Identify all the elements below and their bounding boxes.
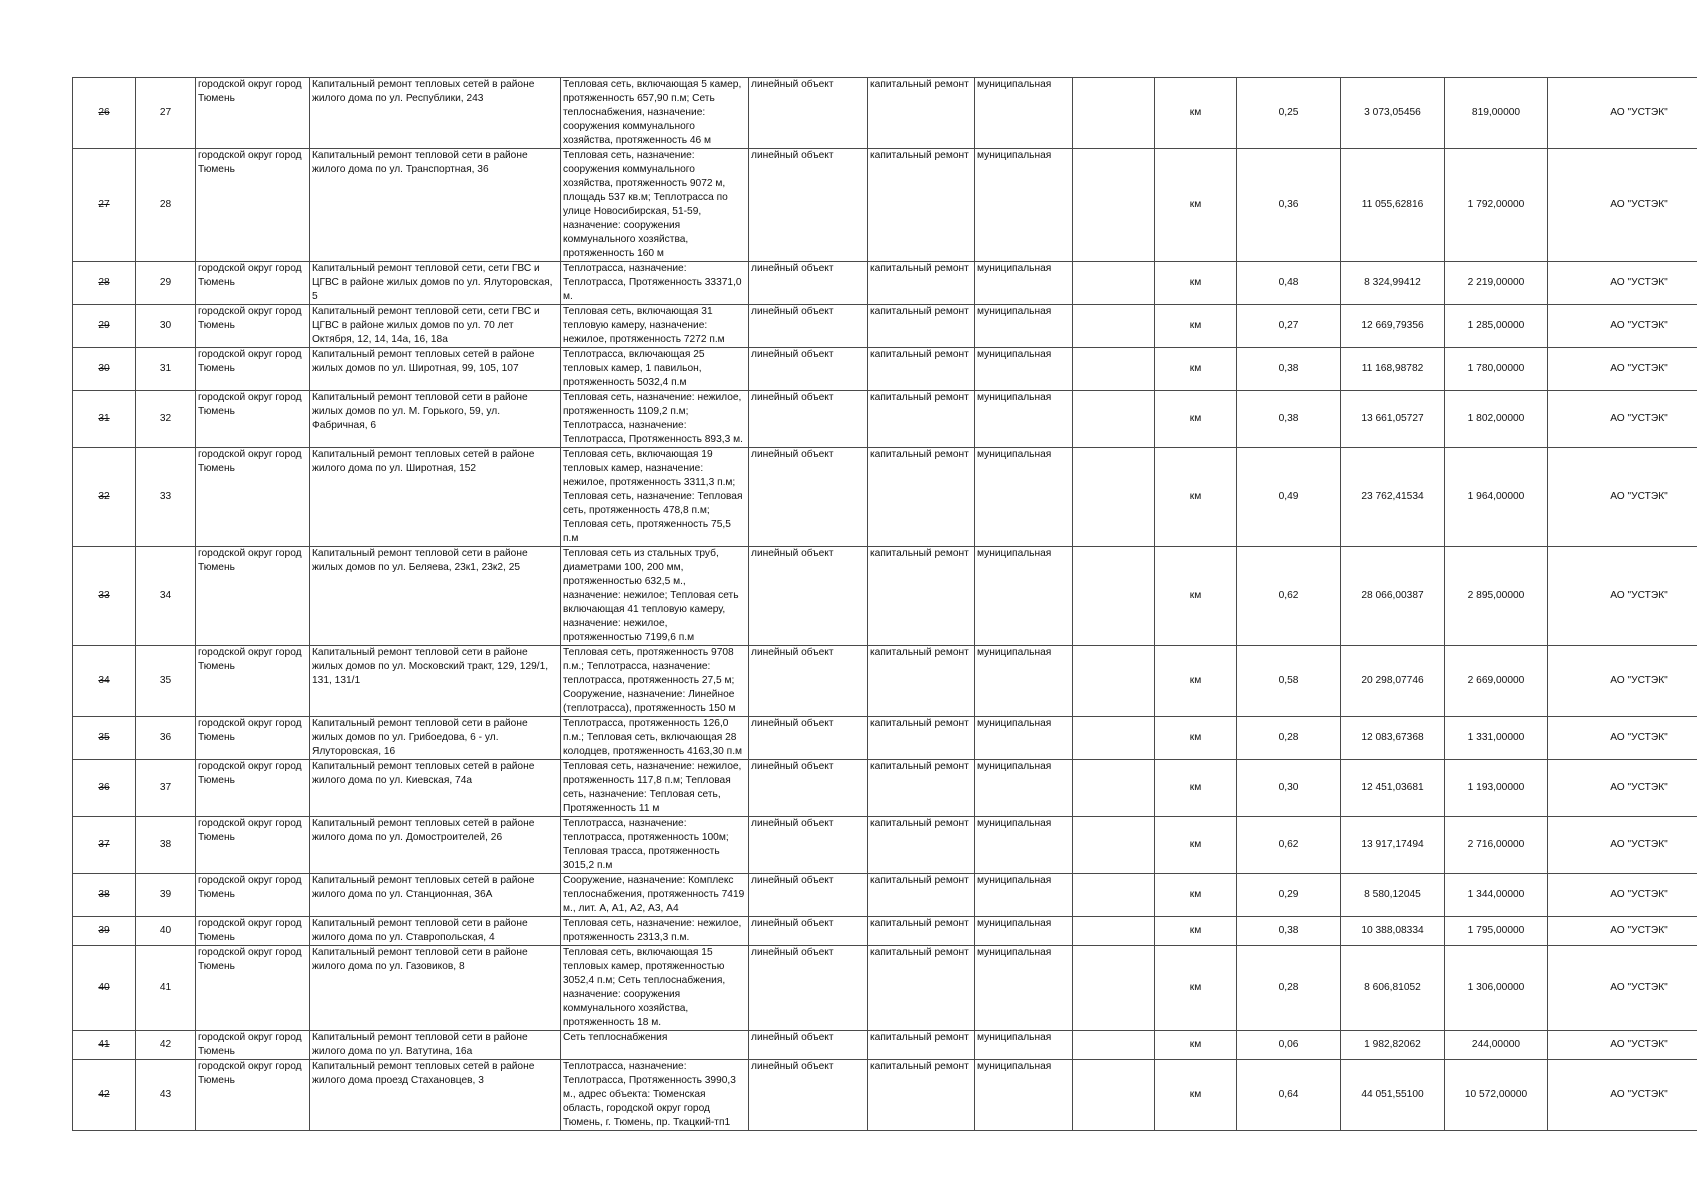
empty-cell: [1073, 1060, 1155, 1131]
empty-cell: [1073, 391, 1155, 448]
municipality-cell: городской округ город Тюмень: [196, 348, 310, 391]
unit-cell: км: [1155, 1031, 1237, 1060]
value-cell: 244,00000: [1445, 1031, 1548, 1060]
unit-cell: км: [1155, 717, 1237, 760]
table-row: [73, 646, 1697, 717]
object-description-cell: Тепловая сеть, назначение: нежилое, протяженность 2313,3 п.м.: [561, 917, 749, 946]
length-cell: 0,64: [1237, 1060, 1341, 1131]
table-row: [73, 946, 1697, 1031]
length-cell: 0,30: [1237, 760, 1341, 817]
object-type-cell: линейный объект: [749, 78, 868, 149]
empty-cell: [1073, 874, 1155, 917]
object-type-cell: линейный объект: [749, 547, 868, 646]
work-name-cell: Капитальный ремонт тепловой сети, сети ГВС и ЦГВС в районе жилых домов по ул. Ялуторовская, 5: [310, 262, 561, 305]
item-number-cell: 33: [136, 448, 196, 547]
work-type-cell: капитальный ремонт: [868, 946, 975, 1031]
organization-cell: АО "УСТЭК": [1548, 946, 1697, 1031]
row-number-cell: 35: [73, 717, 136, 760]
unit-cell: км: [1155, 874, 1237, 917]
organization-cell: АО "УСТЭК": [1548, 817, 1697, 874]
work-name-cell: Капитальный ремонт тепловой сети в районе жилого дома по ул. Газовиков, 8: [310, 946, 561, 1031]
object-description-cell: Сеть теплоснабжения: [561, 1031, 749, 1060]
object-type-cell: линейный объект: [749, 391, 868, 448]
cost-cell: 3 073,05456: [1341, 78, 1445, 149]
object-description-cell: Тепловая сеть, включающая 19 тепловых камер, назначение: нежилое, протяженность 3311,3 п.м; Тепловая сеть, назначение: Тепловая сеть, протяженность 478,8 п.м; Тепловая сеть, протяженность 75,5 п.м: [561, 448, 749, 547]
empty-cell: [1073, 448, 1155, 547]
ownership-cell: муниципальная: [975, 1060, 1073, 1131]
work-type-cell: капитальный ремонт: [868, 305, 975, 348]
table-row: [73, 1060, 1697, 1131]
cost-cell: 20 298,07746: [1341, 646, 1445, 717]
value-cell: 1 802,00000: [1445, 391, 1548, 448]
municipality-cell: городской округ город Тюмень: [196, 760, 310, 817]
cost-cell: 12 451,03681: [1341, 760, 1445, 817]
unit-cell: км: [1155, 348, 1237, 391]
organization-cell: АО "УСТЭК": [1548, 646, 1697, 717]
value-cell: 1 193,00000: [1445, 760, 1548, 817]
work-name-cell: Капитальный ремонт тепловой сети в районе жилого дома по ул. Транспортная, 36: [310, 149, 561, 262]
cost-cell: 12 083,67368: [1341, 717, 1445, 760]
work-name-cell: Капитальный ремонт тепловой сети в районе жилых домов по ул. Грибоедова, 6 - ул. Ялуторовская, 16: [310, 717, 561, 760]
unit-cell: км: [1155, 448, 1237, 547]
organization-cell: АО "УСТЭК": [1548, 391, 1697, 448]
length-cell: 0,28: [1237, 946, 1341, 1031]
item-number-cell: 41: [136, 946, 196, 1031]
table-row: [73, 262, 1697, 305]
item-number-cell: 36: [136, 717, 196, 760]
object-type-cell: линейный объект: [749, 149, 868, 262]
object-type-cell: линейный объект: [749, 874, 868, 917]
table-row: [73, 348, 1697, 391]
row-number-cell: 40: [73, 946, 136, 1031]
municipality-cell: городской округ город Тюмень: [196, 1031, 310, 1060]
work-name-cell: Капитальный ремонт тепловой сети в районе жилых домов по ул. М. Горького, 59, ул. Фабричная, 6: [310, 391, 561, 448]
value-cell: 2 669,00000: [1445, 646, 1548, 717]
cost-cell: 28 066,00387: [1341, 547, 1445, 646]
cost-cell: 10 388,08334: [1341, 917, 1445, 946]
organization-cell: АО "УСТЭК": [1548, 547, 1697, 646]
municipality-cell: городской округ город Тюмень: [196, 78, 310, 149]
unit-cell: км: [1155, 547, 1237, 646]
value-cell: 2 219,00000: [1445, 262, 1548, 305]
row-number-cell: 32: [73, 448, 136, 547]
item-number-cell: 32: [136, 391, 196, 448]
item-number-cell: 42: [136, 1031, 196, 1060]
item-number-cell: 38: [136, 817, 196, 874]
table-row: [73, 78, 1697, 149]
table-row: [73, 391, 1697, 448]
length-cell: 0,49: [1237, 448, 1341, 547]
work-name-cell: Капитальный ремонт тепловой сети в районе жилых домов по ул. Московский тракт, 129, 129/1, 131, 131/1: [310, 646, 561, 717]
cost-cell: 11 055,62816: [1341, 149, 1445, 262]
municipality-cell: городской округ город Тюмень: [196, 547, 310, 646]
object-description-cell: Теплотрасса, включающая 25 тепловых камер, 1 павильон, протяженность 5032,4 п.м: [561, 348, 749, 391]
value-cell: 1 780,00000: [1445, 348, 1548, 391]
work-type-cell: капитальный ремонт: [868, 1060, 975, 1131]
work-name-cell: Капитальный ремонт тепловых сетей в районе жилого дома по ул. Станционная, 36А: [310, 874, 561, 917]
work-type-cell: капитальный ремонт: [868, 448, 975, 547]
ownership-cell: муниципальная: [975, 946, 1073, 1031]
object-description-cell: Сооружение, назначение: Комплекс теплоснабжения, протяженность 7419 м., лит. А, А1, А2, А3, А4: [561, 874, 749, 917]
length-cell: 0,62: [1237, 817, 1341, 874]
object-type-cell: линейный объект: [749, 946, 868, 1031]
work-type-cell: капитальный ремонт: [868, 391, 975, 448]
table-row: [73, 760, 1697, 817]
cost-cell: 13 661,05727: [1341, 391, 1445, 448]
row-number-cell: 30: [73, 348, 136, 391]
empty-cell: [1073, 149, 1155, 262]
row-number-cell: 29: [73, 305, 136, 348]
item-number-cell: 27: [136, 78, 196, 149]
empty-cell: [1073, 78, 1155, 149]
item-number-cell: 39: [136, 874, 196, 917]
object-description-cell: Теплотрасса, назначение: Теплотрасса, Протяженность 3990,3 м., адрес объекта: Тюменская область, городской округ город Тюмень, г. Тюмень, пр. Ткацкий-тп1: [561, 1060, 749, 1131]
work-name-cell: Капитальный ремонт тепловых сетей в районе жилого дома по ул. Киевская, 74а: [310, 760, 561, 817]
value-cell: 1 792,00000: [1445, 149, 1548, 262]
object-description-cell: Тепловая сеть, включающая 31 тепловую камеру, назначение: нежилое, протяженность 7272 п.м: [561, 305, 749, 348]
row-number-cell: 31: [73, 391, 136, 448]
ownership-cell: муниципальная: [975, 448, 1073, 547]
work-name-cell: Капитальный ремонт тепловой сети в районе жилого дома по ул. Ставропольская, 4: [310, 917, 561, 946]
work-type-cell: капитальный ремонт: [868, 646, 975, 717]
table-row: [73, 547, 1697, 646]
object-description-cell: Тепловая сеть из стальных труб, диаметрами 100, 200 мм, протяженностью 632,5 м., назначение: нежилое; Тепловая сеть включающая 41 тепловую камеру, назначение: нежилое, протяженностью 7199,6 п.м: [561, 547, 749, 646]
empty-cell: [1073, 760, 1155, 817]
work-name-cell: Капитальный ремонт тепловой сети в районе жилых домов по ул. Беляева, 23к1, 23к2, 25: [310, 547, 561, 646]
organization-cell: АО "УСТЭК": [1548, 78, 1697, 149]
length-cell: 0,28: [1237, 717, 1341, 760]
table-row: [73, 917, 1697, 946]
value-cell: 2 895,00000: [1445, 547, 1548, 646]
organization-cell: АО "УСТЭК": [1548, 448, 1697, 547]
work-type-cell: капитальный ремонт: [868, 149, 975, 262]
object-type-cell: линейный объект: [749, 305, 868, 348]
cost-cell: 44 051,55100: [1341, 1060, 1445, 1131]
ownership-cell: муниципальная: [975, 646, 1073, 717]
organization-cell: АО "УСТЭК": [1548, 348, 1697, 391]
object-description-cell: Тепловая сеть, протяженность 9708 п.м.; Теплотрасса, назначение: теплотрасса, протяженность 27,5 м; Сооружение, назначение: Линейное (теплотрасса), протяженность 150 м: [561, 646, 749, 717]
work-type-cell: капитальный ремонт: [868, 348, 975, 391]
table-row: [73, 874, 1697, 917]
object-type-cell: линейный объект: [749, 717, 868, 760]
unit-cell: км: [1155, 262, 1237, 305]
row-number-cell: 39: [73, 917, 136, 946]
cost-cell: 8 324,99412: [1341, 262, 1445, 305]
item-number-cell: 28: [136, 149, 196, 262]
item-number-cell: 37: [136, 760, 196, 817]
length-cell: 0,38: [1237, 391, 1341, 448]
work-name-cell: Капитальный ремонт тепловой сети, сети ГВС и ЦГВС в районе жилых домов по ул. 70 лет Октября, 12, 14, 14а, 16, 18а: [310, 305, 561, 348]
ownership-cell: муниципальная: [975, 1031, 1073, 1060]
value-cell: 1 795,00000: [1445, 917, 1548, 946]
cost-cell: 12 669,79356: [1341, 305, 1445, 348]
organization-cell: АО "УСТЭК": [1548, 262, 1697, 305]
work-type-cell: капитальный ремонт: [868, 917, 975, 946]
cost-cell: 1 982,82062: [1341, 1031, 1445, 1060]
work-type-cell: капитальный ремонт: [868, 874, 975, 917]
municipality-cell: городской округ город Тюмень: [196, 448, 310, 547]
length-cell: 0,36: [1237, 149, 1341, 262]
work-type-cell: капитальный ремонт: [868, 717, 975, 760]
object-description-cell: Тепловая сеть, включающая 15 тепловых камер, протяженностью 3052,4 п.м; Сеть теплоснабжения, назначение: сооружения коммунального хозяйства, протяженность 18 м.: [561, 946, 749, 1031]
work-name-cell: Капитальный ремонт тепловых сетей в районе жилого дома по ул. Домостроителей, 26: [310, 817, 561, 874]
municipality-cell: городской округ город Тюмень: [196, 646, 310, 717]
organization-cell: АО "УСТЭК": [1548, 760, 1697, 817]
item-number-cell: 40: [136, 917, 196, 946]
unit-cell: км: [1155, 917, 1237, 946]
ownership-cell: муниципальная: [975, 348, 1073, 391]
object-description-cell: Теплотрасса, назначение: теплотрасса, протяженность 100м; Тепловая трасса, протяженность 3015,2 п.м: [561, 817, 749, 874]
value-cell: 10 572,00000: [1445, 1060, 1548, 1131]
object-type-cell: линейный объект: [749, 646, 868, 717]
object-description-cell: Теплотрасса, протяженность 126,0 п.м.; Тепловая сеть, включающая 28 колодцев, протяженность 4163,30 п.м: [561, 717, 749, 760]
ownership-cell: муниципальная: [975, 391, 1073, 448]
object-type-cell: линейный объект: [749, 262, 868, 305]
unit-cell: км: [1155, 1060, 1237, 1131]
ownership-cell: муниципальная: [975, 760, 1073, 817]
work-name-cell: Капитальный ремонт тепловых сетей в районе жилого дома по ул. Республики, 243: [310, 78, 561, 149]
row-number-cell: 28: [73, 262, 136, 305]
item-number-cell: 29: [136, 262, 196, 305]
municipality-cell: городской округ город Тюмень: [196, 717, 310, 760]
organization-cell: АО "УСТЭК": [1548, 1031, 1697, 1060]
row-number-cell: 34: [73, 646, 136, 717]
municipality-cell: городской округ город Тюмень: [196, 262, 310, 305]
item-number-cell: 34: [136, 547, 196, 646]
unit-cell: км: [1155, 305, 1237, 348]
cost-cell: 11 168,98782: [1341, 348, 1445, 391]
organization-cell: АО "УСТЭК": [1548, 717, 1697, 760]
ownership-cell: муниципальная: [975, 817, 1073, 874]
ownership-cell: муниципальная: [975, 262, 1073, 305]
row-number-cell: 33: [73, 547, 136, 646]
table-row: [73, 448, 1697, 547]
object-description-cell: Тепловая сеть, назначение: нежилое, протяженность 1109,2 п.м; Теплотрасса, назначение: Теплотрасса, Протяженность 893,3 м.: [561, 391, 749, 448]
row-number-cell: 38: [73, 874, 136, 917]
empty-cell: [1073, 946, 1155, 1031]
empty-cell: [1073, 817, 1155, 874]
length-cell: 0,62: [1237, 547, 1341, 646]
object-type-cell: линейный объект: [749, 1031, 868, 1060]
organization-cell: АО "УСТЭК": [1548, 149, 1697, 262]
municipality-cell: городской округ город Тюмень: [196, 817, 310, 874]
empty-cell: [1073, 348, 1155, 391]
spreadsheet-page: [72, 77, 1697, 1131]
value-cell: 1 285,00000: [1445, 305, 1548, 348]
organization-cell: АО "УСТЭК": [1548, 305, 1697, 348]
empty-cell: [1073, 1031, 1155, 1060]
item-number-cell: 30: [136, 305, 196, 348]
object-description-cell: Тепловая сеть, назначение: нежилое, протяженность 117,8 п.м; Тепловая сеть, назначение: Тепловая сеть, Протяженность 11 м: [561, 760, 749, 817]
row-number-cell: 41: [73, 1031, 136, 1060]
value-cell: 819,00000: [1445, 78, 1548, 149]
ownership-cell: муниципальная: [975, 78, 1073, 149]
value-cell: 1 964,00000: [1445, 448, 1548, 547]
object-type-cell: линейный объект: [749, 348, 868, 391]
cost-cell: 23 762,41534: [1341, 448, 1445, 547]
unit-cell: км: [1155, 78, 1237, 149]
table-row: [73, 149, 1697, 262]
row-number-cell: 36: [73, 760, 136, 817]
empty-cell: [1073, 305, 1155, 348]
item-number-cell: 35: [136, 646, 196, 717]
empty-cell: [1073, 717, 1155, 760]
object-description-cell: Теплотрасса, назначение: Теплотрасса, Протяженность 33371,0 м.: [561, 262, 749, 305]
municipality-cell: городской округ город Тюмень: [196, 946, 310, 1031]
unit-cell: км: [1155, 149, 1237, 262]
value-cell: 1 344,00000: [1445, 874, 1548, 917]
row-number-cell: 26: [73, 78, 136, 149]
table-row: [73, 1031, 1697, 1060]
work-type-cell: капитальный ремонт: [868, 547, 975, 646]
value-cell: 2 716,00000: [1445, 817, 1548, 874]
work-type-cell: капитальный ремонт: [868, 1031, 975, 1060]
organization-cell: АО "УСТЭК": [1548, 1060, 1697, 1131]
length-cell: 0,27: [1237, 305, 1341, 348]
table-body: [73, 78, 1697, 1131]
unit-cell: км: [1155, 646, 1237, 717]
length-cell: 0,38: [1237, 917, 1341, 946]
unit-cell: км: [1155, 760, 1237, 817]
organization-cell: АО "УСТЭК": [1548, 874, 1697, 917]
municipality-cell: городской округ город Тюмень: [196, 305, 310, 348]
length-cell: 0,06: [1237, 1031, 1341, 1060]
work-type-cell: капитальный ремонт: [868, 817, 975, 874]
object-description-cell: Тепловая сеть, включающая 5 камер, протяженность 657,90 п.м; Сеть теплоснабжения, назначение: сооружения коммунального хозяйства, протяженность 46 м: [561, 78, 749, 149]
municipality-cell: городской округ город Тюмень: [196, 391, 310, 448]
length-cell: 0,48: [1237, 262, 1341, 305]
empty-cell: [1073, 262, 1155, 305]
length-cell: 0,29: [1237, 874, 1341, 917]
unit-cell: км: [1155, 946, 1237, 1031]
ownership-cell: муниципальная: [975, 149, 1073, 262]
empty-cell: [1073, 646, 1155, 717]
ownership-cell: муниципальная: [975, 547, 1073, 646]
empty-cell: [1073, 917, 1155, 946]
empty-cell: [1073, 547, 1155, 646]
cost-cell: 8 580,12045: [1341, 874, 1445, 917]
unit-cell: км: [1155, 817, 1237, 874]
cost-cell: 13 917,17494: [1341, 817, 1445, 874]
value-cell: 1 331,00000: [1445, 717, 1548, 760]
ownership-cell: муниципальная: [975, 917, 1073, 946]
work-name-cell: Капитальный ремонт тепловых сетей в районе жилых домов по ул. Широтная, 99, 105, 107: [310, 348, 561, 391]
length-cell: 0,58: [1237, 646, 1341, 717]
object-type-cell: линейный объект: [749, 817, 868, 874]
municipality-cell: городской округ город Тюмень: [196, 149, 310, 262]
unit-cell: км: [1155, 391, 1237, 448]
organization-cell: АО "УСТЭК": [1548, 917, 1697, 946]
item-number-cell: 43: [136, 1060, 196, 1131]
row-number-cell: 42: [73, 1060, 136, 1131]
municipality-cell: городской округ город Тюмень: [196, 874, 310, 917]
work-name-cell: Капитальный ремонт тепловых сетей в районе жилого дома по ул. Широтная, 152: [310, 448, 561, 547]
object-type-cell: линейный объект: [749, 917, 868, 946]
table-row: [73, 717, 1697, 760]
work-type-cell: капитальный ремонт: [868, 760, 975, 817]
ownership-cell: муниципальная: [975, 305, 1073, 348]
municipality-cell: городской округ город Тюмень: [196, 917, 310, 946]
ownership-cell: муниципальная: [975, 717, 1073, 760]
municipality-cell: городской округ город Тюмень: [196, 1060, 310, 1131]
length-cell: 0,25: [1237, 78, 1341, 149]
item-number-cell: 31: [136, 348, 196, 391]
table-row: [73, 817, 1697, 874]
length-cell: 0,38: [1237, 348, 1341, 391]
objects-table: [72, 77, 1697, 1131]
object-description-cell: Тепловая сеть, назначение: сооружения коммунального хозяйства, протяженность 9072 м, площадь 537 кв.м; Теплотрасса по улице Новосибирская, 51-59, назначение: сооружения коммунального хозяйства, протяженность 160 м: [561, 149, 749, 262]
work-name-cell: Капитальный ремонт тепловых сетей в районе жилого дома проезд Стахановцев, 3: [310, 1060, 561, 1131]
table-row: [73, 305, 1697, 348]
row-number-cell: 37: [73, 817, 136, 874]
object-type-cell: линейный объект: [749, 760, 868, 817]
work-name-cell: Капитальный ремонт тепловой сети в районе жилого дома по ул. Ватутина, 16а: [310, 1031, 561, 1060]
row-number-cell: 27: [73, 149, 136, 262]
cost-cell: 8 606,81052: [1341, 946, 1445, 1031]
value-cell: 1 306,00000: [1445, 946, 1548, 1031]
object-type-cell: линейный объект: [749, 448, 868, 547]
ownership-cell: муниципальная: [975, 874, 1073, 917]
object-type-cell: линейный объект: [749, 1060, 868, 1131]
work-type-cell: капитальный ремонт: [868, 262, 975, 305]
work-type-cell: капитальный ремонт: [868, 78, 975, 149]
